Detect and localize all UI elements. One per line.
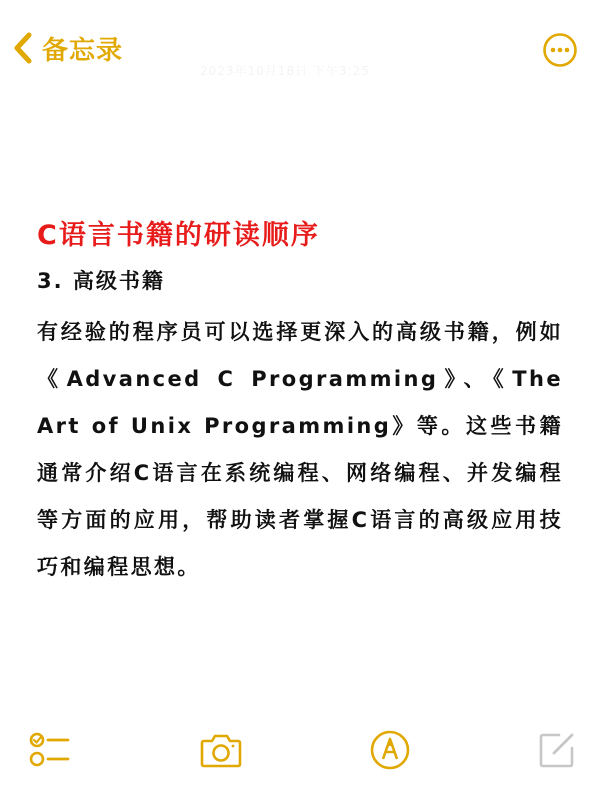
- compose-icon: [535, 728, 579, 772]
- compose-button[interactable]: [535, 728, 579, 772]
- note-subtitle: 3. 高级书籍: [37, 269, 165, 293]
- checklist-button[interactable]: [28, 728, 72, 772]
- markup-button[interactable]: [368, 728, 412, 772]
- pen-markup-icon: [368, 728, 412, 772]
- ellipsis-circle-icon: [542, 32, 578, 68]
- back-button[interactable]: [12, 28, 123, 68]
- note-body: 有经验的程序员可以选择更深入的高级书籍，例如《Advanced C Programming》、《The Art of Unix Programming》等。这些书籍通常介绍C语言在系统编程、网络编程、并发编程等方面的应用，帮助读者掌握C语言的高级应用技巧和编程思想。: [37, 320, 563, 579]
- note-title: C语言书籍的研读顺序: [37, 220, 320, 251]
- note-date: 2023年10月18日 下午3:25: [200, 64, 370, 78]
- more-button[interactable]: [542, 32, 578, 68]
- camera-button[interactable]: [199, 728, 243, 772]
- note-content[interactable]: [37, 214, 563, 591]
- camera-icon: [199, 728, 243, 772]
- chevron-left-icon: [12, 31, 34, 65]
- back-label: 备忘录: [42, 35, 124, 66]
- checklist-icon: [28, 728, 72, 772]
